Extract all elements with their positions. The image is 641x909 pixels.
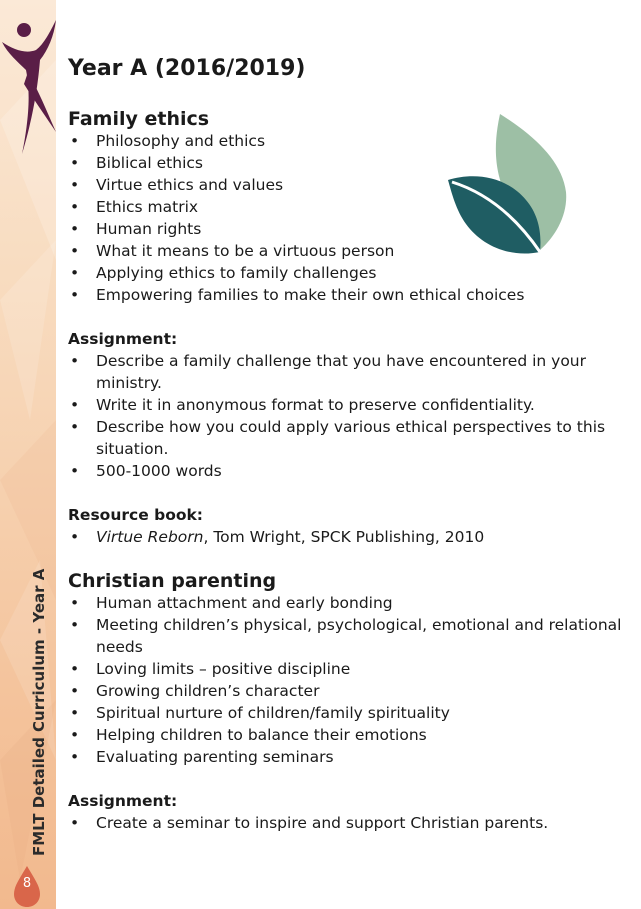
list-item: • Growing children’s character xyxy=(68,680,628,702)
sidebar xyxy=(0,0,56,909)
list-item: • Helping children to balance their emotions xyxy=(68,724,628,746)
christian-parenting-topics xyxy=(68,592,628,768)
list-item: • Create a seminar to inspire and support Christian parents. xyxy=(68,812,628,834)
family-ethics-assignment-heading: Assignment: xyxy=(68,330,178,349)
list-item: • Evaluating parenting seminars xyxy=(68,746,628,768)
list-item: • Human rights xyxy=(68,218,628,240)
page-title: Year A (2016/2019) xyxy=(68,56,306,81)
list-item: • Virtue ethics and values xyxy=(68,174,628,196)
list-item: • Write it in anonymous format to preserve confidentiality. xyxy=(68,394,628,416)
page-number: 8 xyxy=(22,876,32,891)
family-ethics-topics xyxy=(68,130,628,306)
list-item: • Applying ethics to family challenges xyxy=(68,262,628,284)
list-item: • Empowering families to make their own ethical choices xyxy=(68,284,628,306)
list-item: • What it means to be a virtuous person xyxy=(68,240,628,262)
list-item: • 500-1000 words xyxy=(68,460,628,482)
list-item: • Describe how you could apply various ethical perspectives to this situation. xyxy=(68,416,628,460)
family-ethics-heading: Family ethics xyxy=(68,108,210,131)
dancing-person-icon xyxy=(0,14,56,164)
list-item: • Spiritual nurture of children/family spirituality xyxy=(68,702,628,724)
page-content xyxy=(68,56,628,834)
resource-book-title: Virtue Reborn xyxy=(96,528,204,547)
resource-book-list xyxy=(68,526,628,548)
list-item: • Human attachment and early bonding xyxy=(68,592,628,614)
list-item: • Loving limits – positive discipline xyxy=(68,658,628,680)
list-item: • Ethics matrix xyxy=(68,196,628,218)
christian-parenting-assignment-list xyxy=(68,812,628,834)
family-ethics-assignment-list xyxy=(68,350,628,482)
list-item: • Biblical ethics xyxy=(68,152,628,174)
list-item: • Meeting children’s physical, psychological, emotional and relational needs xyxy=(68,614,628,658)
list-item: • Philosophy and ethics xyxy=(68,130,628,152)
resource-book-item xyxy=(68,526,628,548)
resource-book-details: , Tom Wright, SPCK Publishing, 2010 xyxy=(203,528,485,547)
sidebar-label: FMLT Detailed Curriculum - Year A xyxy=(30,568,48,856)
christian-parenting-heading: Christian parenting xyxy=(68,570,277,593)
list-item: • Describe a family challenge that you have encountered in your ministry. xyxy=(68,350,628,394)
christian-parenting-assignment-heading: Assignment: xyxy=(68,792,178,811)
resource-book-heading: Resource book: xyxy=(68,506,203,525)
